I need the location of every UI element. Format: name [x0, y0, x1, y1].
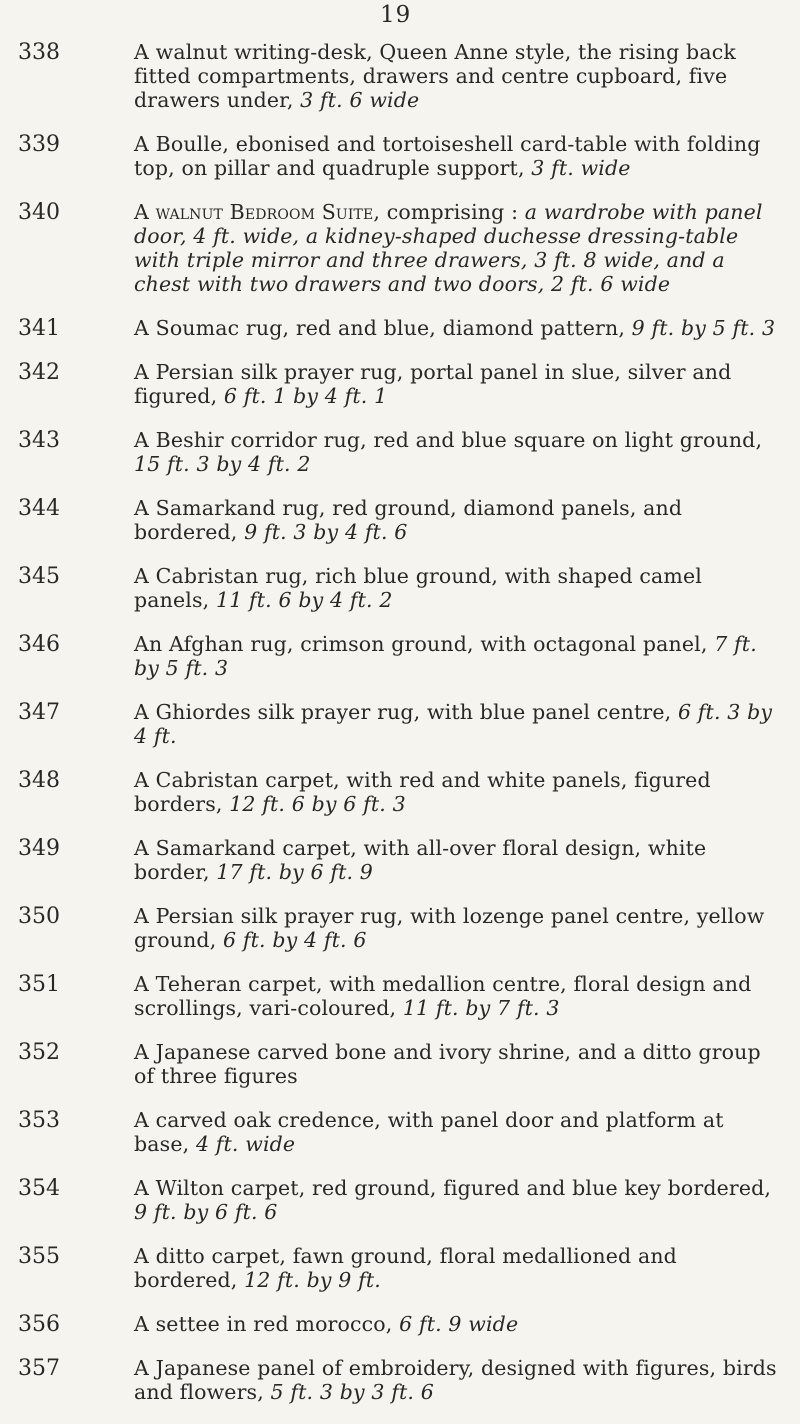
lot-description-text: A Soumac rug, red and blue, diamond pattern, — [134, 316, 632, 340]
lot-number: 356 — [18, 1312, 60, 1337]
lot-dimensions: 6 ft. by 4 ft. 6 — [223, 928, 367, 952]
lot-entry — [0, 496, 800, 544]
lot-description — [134, 768, 782, 816]
lot-number: 342 — [18, 360, 60, 385]
lot-description — [134, 632, 782, 680]
lot-entry — [0, 1176, 800, 1224]
lot-number: 340 — [18, 200, 60, 225]
lot-dimensions: 3 ft. 6 wide — [300, 88, 420, 112]
lot-entry — [0, 564, 800, 612]
lot-dimensions: 4 ft. wide — [195, 1132, 296, 1156]
lot-description — [134, 360, 782, 408]
lot-number: 351 — [18, 972, 60, 997]
lot-dimensions: 7 ft. by 5 ft. 3 — [134, 632, 757, 680]
lot-entry — [0, 1040, 800, 1088]
lot-description-text: A Persian silk prayer rug, with lozenge panel centre, yellow ground, — [134, 904, 765, 952]
lot-description-text: An Afghan rug, crimson ground, with octagonal panel, — [134, 632, 715, 656]
lot-entry — [0, 316, 800, 340]
lot-entry — [0, 836, 800, 884]
lot-entry — [0, 1108, 800, 1156]
lot-number: 339 — [18, 132, 60, 157]
lot-dimensions: 9 ft. by 5 ft. 3 — [631, 316, 776, 340]
lot-description-text: A Boulle, ebonised and tortoiseshell card-table with folding top, on pillar and quadruple support, — [134, 132, 761, 180]
lot-entry — [0, 1356, 800, 1404]
lot-description-text: A Japanese carved bone and ivory shrine, and a ditto group of three figures — [134, 1040, 761, 1088]
lot-description-text: A carved oak credence, with panel door and platform at base, — [134, 1108, 724, 1156]
lot-number: 350 — [18, 904, 60, 929]
lot-number: 344 — [18, 496, 60, 521]
lot-dimensions: a wardrobe with panel door, 4 ft. wide, a kidney-shaped duchesse dressing-table with triple mirror and three drawers, 3 ft. 8 wide, and a chest with two drawers and two doors, 2 ft. 6 wide — [134, 200, 763, 296]
lot-dimensions: 5 ft. 3 by 3 ft. 6 — [270, 1380, 434, 1404]
lot-description — [134, 40, 782, 112]
lot-description — [134, 564, 782, 612]
lot-number: 354 — [18, 1176, 60, 1201]
lot-description — [134, 700, 782, 748]
lot-dimensions: 11 ft. 6 by 4 ft. 2 — [216, 588, 393, 612]
lot-number: 343 — [18, 428, 60, 453]
lot-description-text: A Samarkand carpet, with all-over floral design, white border, — [134, 836, 707, 884]
page-number: 19 — [380, 2, 412, 28]
lot-description — [134, 200, 782, 296]
lot-dimensions: 11 ft. by 7 ft. 3 — [402, 996, 560, 1020]
lot-description-text: A Cabristan rug, rich blue ground, with shaped camel panels, — [134, 564, 703, 612]
lot-dimensions: 6 ft. 9 wide — [399, 1312, 519, 1336]
lot-entry — [0, 428, 800, 476]
lot-number: 352 — [18, 1040, 60, 1065]
lot-description — [134, 316, 782, 340]
lot-entry — [0, 1244, 800, 1292]
lot-dimensions: 9 ft. by 6 ft. 6 — [134, 1200, 278, 1224]
lot-number: 357 — [18, 1356, 60, 1381]
lot-description — [134, 904, 782, 952]
lot-description — [134, 972, 782, 1020]
lot-entry — [0, 1312, 800, 1336]
lot-description — [134, 1312, 782, 1336]
lot-number: 353 — [18, 1108, 60, 1133]
lot-description-text-continued: comprising : — [380, 200, 525, 224]
lot-description — [134, 836, 782, 884]
lot-number: 355 — [18, 1244, 60, 1269]
lot-description-smallcaps: walnut Bedroom Suite, — [155, 200, 381, 224]
lot-description — [134, 132, 782, 180]
lot-dimensions: 15 ft. 3 by 4 ft. 2 — [134, 452, 311, 476]
lot-description-text: A Wilton carpet, red ground, figured and blue key bordered, — [134, 1176, 772, 1200]
lot-entry — [0, 632, 800, 680]
lot-entry — [0, 904, 800, 952]
lot-entry — [0, 700, 800, 748]
lot-description — [134, 428, 782, 476]
lot-entry — [0, 132, 800, 180]
lot-description-text: A Teheran carpet, with medallion centre, floral design and scrollings, vari-coloured, — [134, 972, 752, 1020]
lot-entry — [0, 200, 800, 296]
lot-description — [134, 496, 782, 544]
lot-number: 347 — [18, 700, 60, 725]
lot-number: 338 — [18, 40, 60, 65]
lot-description-text: A ditto carpet, fawn ground, floral medallioned and bordered, — [134, 1244, 677, 1292]
lot-number: 348 — [18, 768, 60, 793]
lot-number: 341 — [18, 316, 60, 341]
lot-number: 349 — [18, 836, 60, 861]
lot-entry — [0, 972, 800, 1020]
lot-description — [134, 1244, 782, 1292]
lot-description-text: A Beshir corridor rug, red and blue square on light ground, — [134, 428, 763, 452]
lot-description-text: A walnut writing-desk, Queen Anne style, the rising back fitted compartments, drawers and centre cupboard, five drawers under, — [134, 40, 736, 112]
lot-description-text: A — [134, 200, 156, 224]
lot-list — [0, 40, 800, 1424]
lot-description — [134, 1108, 782, 1156]
lot-number: 346 — [18, 632, 60, 657]
lot-dimensions: 6 ft. 1 by 4 ft. 1 — [223, 384, 388, 408]
lot-dimensions: 17 ft. by 6 ft. 9 — [216, 860, 374, 884]
lot-description-text: A settee in red morocco, — [134, 1312, 400, 1336]
lot-description-text: A Cabristan carpet, with red and white panels, figured borders, — [134, 768, 711, 816]
lot-description-text: A Persian silk prayer rug, portal panel in slue, silver and figured, — [134, 360, 732, 408]
lot-entry — [0, 360, 800, 408]
lot-description-text: A Samarkand rug, red ground, diamond panels, and bordered, — [134, 496, 683, 544]
lot-number: 345 — [18, 564, 60, 589]
lot-description — [134, 1176, 782, 1224]
lot-description-text: A Japanese panel of embroidery, designed with figures, birds and flowers, — [134, 1356, 777, 1404]
lot-dimensions: 9 ft. 3 by 4 ft. 6 — [244, 520, 408, 544]
lot-description — [134, 1356, 782, 1404]
lot-description-text: A Ghiordes silk prayer rug, with blue panel centre, — [134, 700, 678, 724]
lot-dimensions: 3 ft. wide — [531, 156, 631, 180]
lot-dimensions: 12 ft. 6 by 6 ft. 3 — [229, 792, 406, 816]
lot-description — [134, 1040, 782, 1088]
lot-dimensions: 6 ft. 3 by 4 ft. — [134, 700, 773, 748]
lot-entry — [0, 40, 800, 112]
lot-dimensions: 12 ft. by 9 ft. — [244, 1268, 381, 1292]
lot-entry — [0, 768, 800, 816]
